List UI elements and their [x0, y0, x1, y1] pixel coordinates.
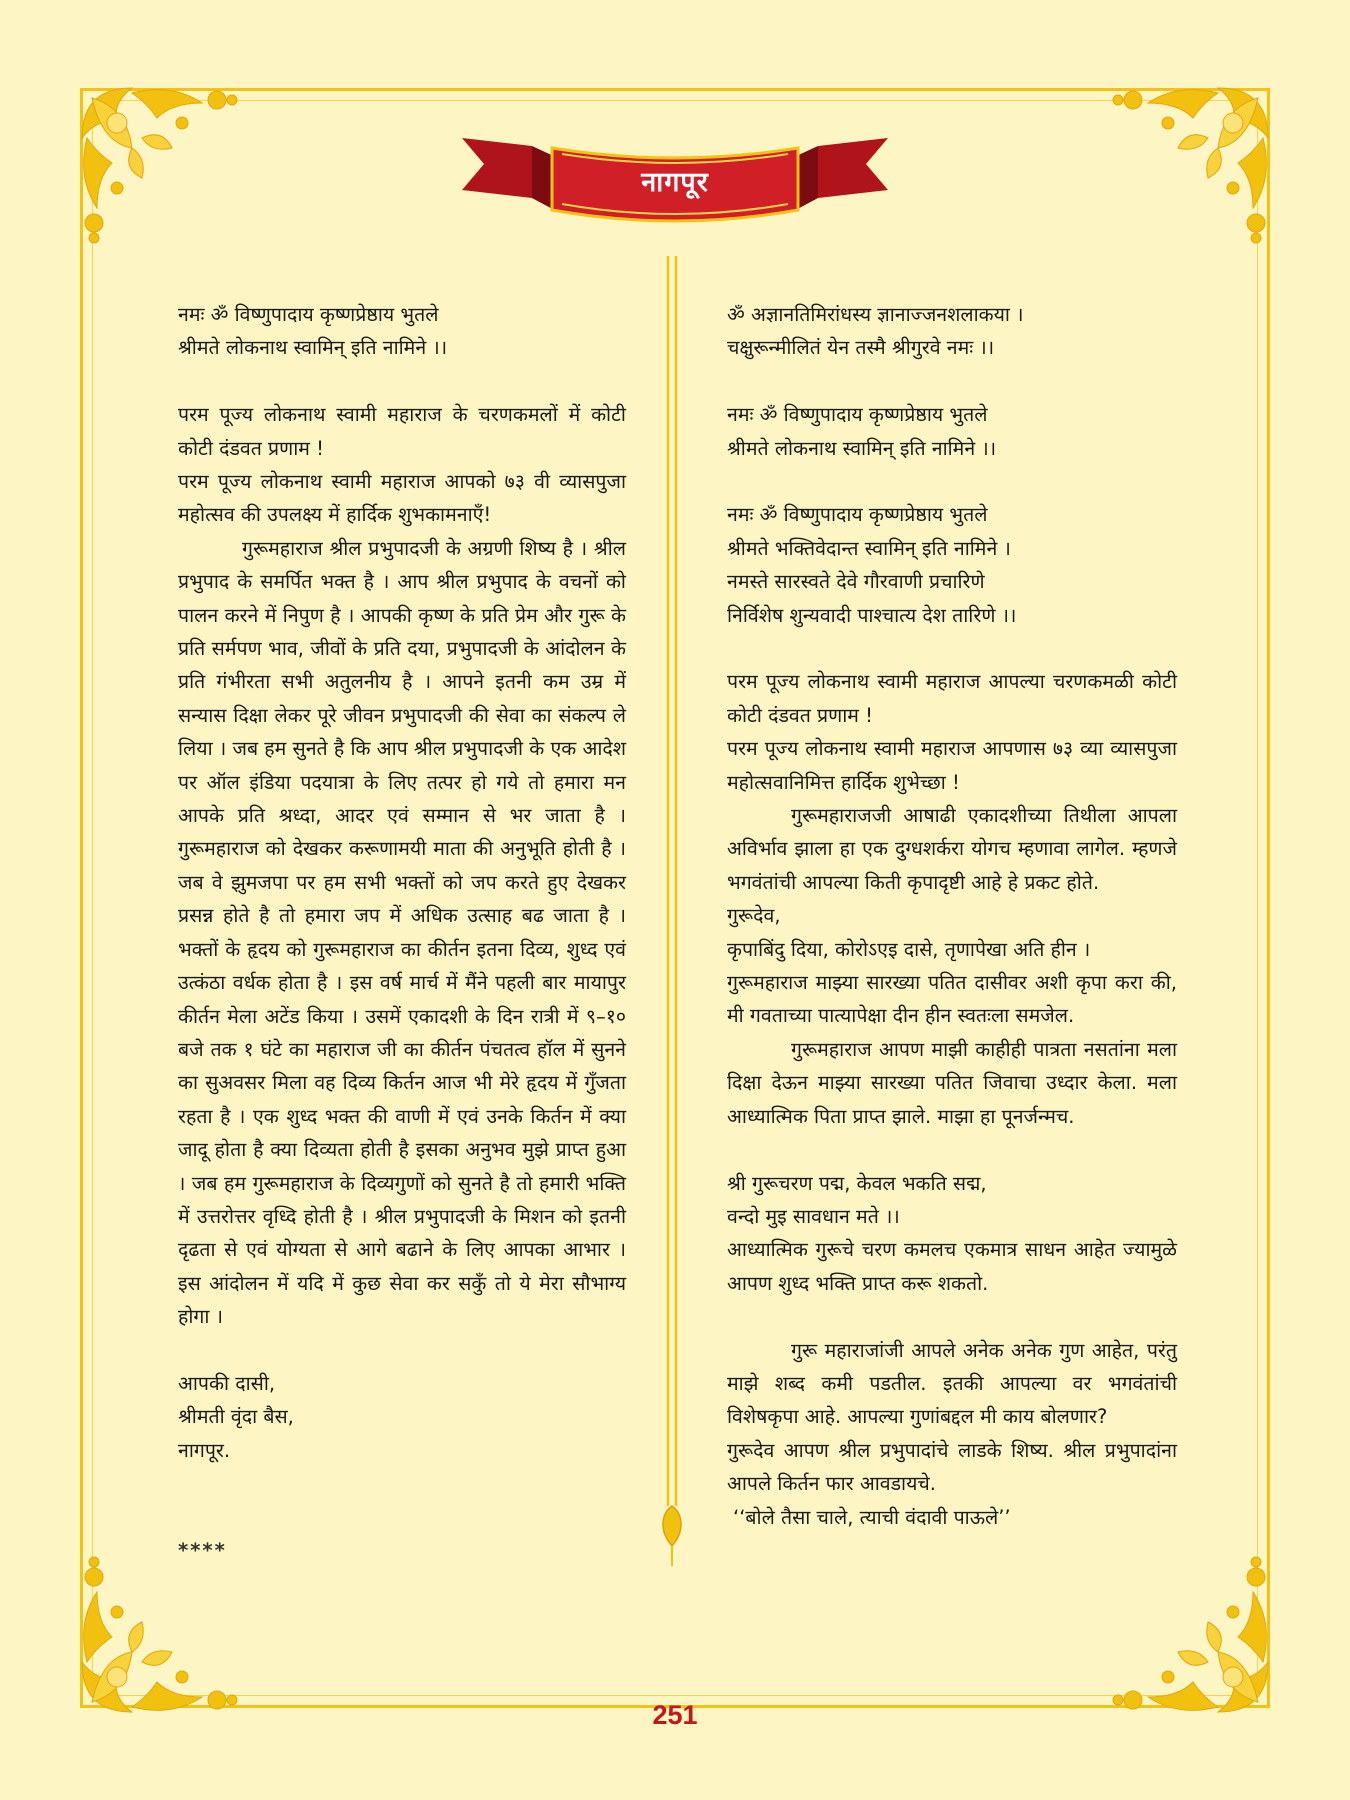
- verse-line: नमः ॐ विष्णुपादाय कृष्णप्रेष्ठाय भुतले: [727, 403, 988, 427]
- end-mark: ****: [178, 1538, 227, 1562]
- verse-line: ॐ अज्ञानतिमिरांधस्य ज्ञानाज्जनशलाकया ।: [727, 303, 1024, 326]
- verse-line: श्री गुरूचरण पद्म, केवल भकति सद्म,: [727, 1171, 987, 1195]
- salutation: गुरूदेव,: [727, 904, 781, 928]
- corner-ornament-icon: [72, 1547, 247, 1722]
- signature-line: नागपूर.: [178, 1438, 231, 1462]
- verse-line: नमः ॐ विष्णुपादाय कृष्णप्रेष्ठाय भुतले: [178, 303, 439, 326]
- birthday-wish: परम पूज्य लोकनाथ स्वामी महाराज आपको ७३ वी व्यासपुजा महोत्सव की उपलक्ष्य में हार्दिक शुभकामनाएँ!: [178, 470, 626, 527]
- birthday-wish: परम पूज्य लोकनाथ स्वामी महाराज आपणास ७३ व्या व्यासपुजा महोत्सवानिमित्त हार्दिक शुभेच्छा !: [727, 737, 1177, 794]
- page-number: 251: [652, 1700, 698, 1730]
- verse-line: नमः ॐ विष्णुपादाय कृष्णप्रेष्ठाय भुतले: [727, 503, 988, 527]
- greeting: परम पूज्य लोकनाथ स्वामी महाराज के चरणकमलों में कोटी कोटी दंडवत प्रणाम !: [178, 403, 626, 460]
- verse-line: श्रीमते लोकनाथ स्वामिन् इति नामिने ।।: [727, 436, 997, 460]
- right-column: [727, 298, 1177, 1534]
- verse-line: नमस्ते सारस्वते देवे गौरवाणी प्रचारिणे: [727, 570, 985, 594]
- verse-line: चक्षुरून्मीलितं येन तस्मै श्रीगुरवे नमः ।।: [727, 336, 995, 360]
- body-paragraph: गुरूदेव आपण श्रील प्रभुपादांचे लाडके शिष्य. श्रील प्रभुपादांना आपले किर्तन फार आवडायचे.: [727, 1438, 1177, 1496]
- left-column: [178, 298, 626, 1567]
- body-paragraph: गुरू महाराजांजी आपले अनेक अनेक गुण आहेत, परंतु माझे शब्द कमी पडतील. इतकी आपल्या वर भगवंतांची विशेषकृपा आहे. आपल्या गुणांबद्दल मी काय बोलणार?: [727, 1338, 1177, 1429]
- verse-line: श्रीमते लोकनाथ स्वामिन् इति नामिने ।।: [178, 336, 448, 360]
- signature-line: श्रीमती वृंदा बैस,: [178, 1405, 294, 1429]
- verse-line: वन्दो मुइ सावधान मते ।।: [727, 1204, 900, 1228]
- body-paragraph: गुरूमहाराज माझ्या सारख्या पतित दासीवर अशी कृपा करा की, मी गवताच्या पात्यापेक्षा दीन हीन स्वतःला समजेल.: [727, 971, 1177, 1028]
- body-paragraph: गुरूमहाराज श्रील प्रभुपादजी के अग्रणी शिष्य है । श्रील प्रभुपाद के समर्पित भक्त है । आप श्रील प्रभुपाद के वचनों को पालन करने में निपुण है । आपकी कृष्ण के प्रति प्रेम और गुरू के प्रति सर्मपण भाव, जीवों के प्रति दया, प्रभुपादजी के आंदोलन के प्रति गंभीरता सभी अतुलनीय है । आपने इतनी कम उम्र में सन्यास दिक्षा लेकर पूरे जीवन प्रभुपादजी की सेवा का संकल्प ले लिया । जब हम सुनते है कि आप श्रील प्रभुपादजी के एक आदेश पर ऑल इंडिया पदयात्रा के लिए तत्पर हो गये तो हमारा मन आपके प्रति श्रध्दा, आदर एवं सम्मान से भर जाता है । गुरूमहाराज को देखकर करूणामयी माता की अनुभूति होती है । जब वे झुमजपा पर हम सभी भक्तों को जप करते हुए देखकर प्रसन्न होते है तो हमारा जप में अधिक उत्साह बढ जाता है । भक्तों के हृदय को गुरूमहाराज का कीर्तन इतना दिव्य, शुध्द एवं उत्कंठा वर्धक होता है । इस वर्ष मार्च में मैंने पहली बार मायापुर कीर्तन मेला अटेंड किया । उसमें एकादशी के दिन रात्री में ९–१० बजे तक १ घंटे का महाराज जी का कीर्तन पंचतत्व हॉल में सुनने का सुअवसर मिला वह दिव्य किर्तन आज भी मेरे हृदय में गुँजता रहता है । एक शुध्द भक्त की वाणी में एवं उनके किर्तन में क्या जादू होता है क्या दिव्यता होती है इसका अनुभव मुझे प्राप्त हुआ । जब हम गुरूमहाराज के दिव्यगुणों को सुनते है तो हमारी भक्ति में उत्तरोत्तर वृध्दि होती है । श्रील प्रभुपादजी के मिशन को इतनी दृढता से एवं योग्यता से आगे बढाने के लिए आपका आभार । इस आंदोलन में यदि में कुछ सेवा कर सकुँ तो ये मेरा सौभाग्य होगा ।: [178, 536, 626, 1329]
- corner-ornament-icon: [72, 78, 247, 253]
- closing-quote: ‘‘बोले तैसा चाले, त्याची वंदावी पाऊले’’: [733, 1505, 1011, 1529]
- body-paragraph: गुरूमहाराज आपण माझी काहीही पात्रता नसतांना मला दिक्षा देऊन माझ्या सारख्या पतित जिवाचा उध्दार केला. मला आध्यात्मिक पिता प्राप्त झाले. माझा हा पूनर्जन्मच.: [727, 1037, 1177, 1128]
- corner-ornament-icon: [1103, 1547, 1278, 1722]
- body-paragraph: गुरूमहाराजजी आषाढी एकादशीच्या तिथीला आपला अविर्भाव झाला हा एक दुग्धशर्करा योगच म्हणावा लागेल. म्हणजे भगवंतांची आपल्या किती कृपादृष्टी आहे हे प्रकट होते.: [727, 804, 1177, 894]
- verse-line: श्रीमते भक्तिवेदान्त स्वामिन् इति नामिने ।: [727, 536, 1011, 560]
- signature-line: आपकी दासी,: [178, 1371, 276, 1395]
- page-title: नागपूर: [641, 167, 709, 198]
- greeting: परम पूज्य लोकनाथ स्वामी महाराज आपल्या चरणकमळी कोटी कोटी दंडवत प्रणाम !: [727, 670, 1177, 727]
- verse-line: निर्विशेष शुन्यवादी पाश्चात्य देश तारिणे ।।: [727, 603, 1017, 627]
- quote-line: कृपाबिंदु दिया, कोरोऽएइ दासे, तृणापेखा अति हीन ।: [727, 937, 1091, 961]
- corner-ornament-icon: [1103, 78, 1278, 253]
- column-divider: [657, 256, 687, 1596]
- body-paragraph: आध्यात्मिक गुरूचे चरण कमलच एकमात्र साधन आहेत ज्यामुळे आपण शुध्द भक्ति प्राप्त करू शकतो.: [727, 1238, 1177, 1295]
